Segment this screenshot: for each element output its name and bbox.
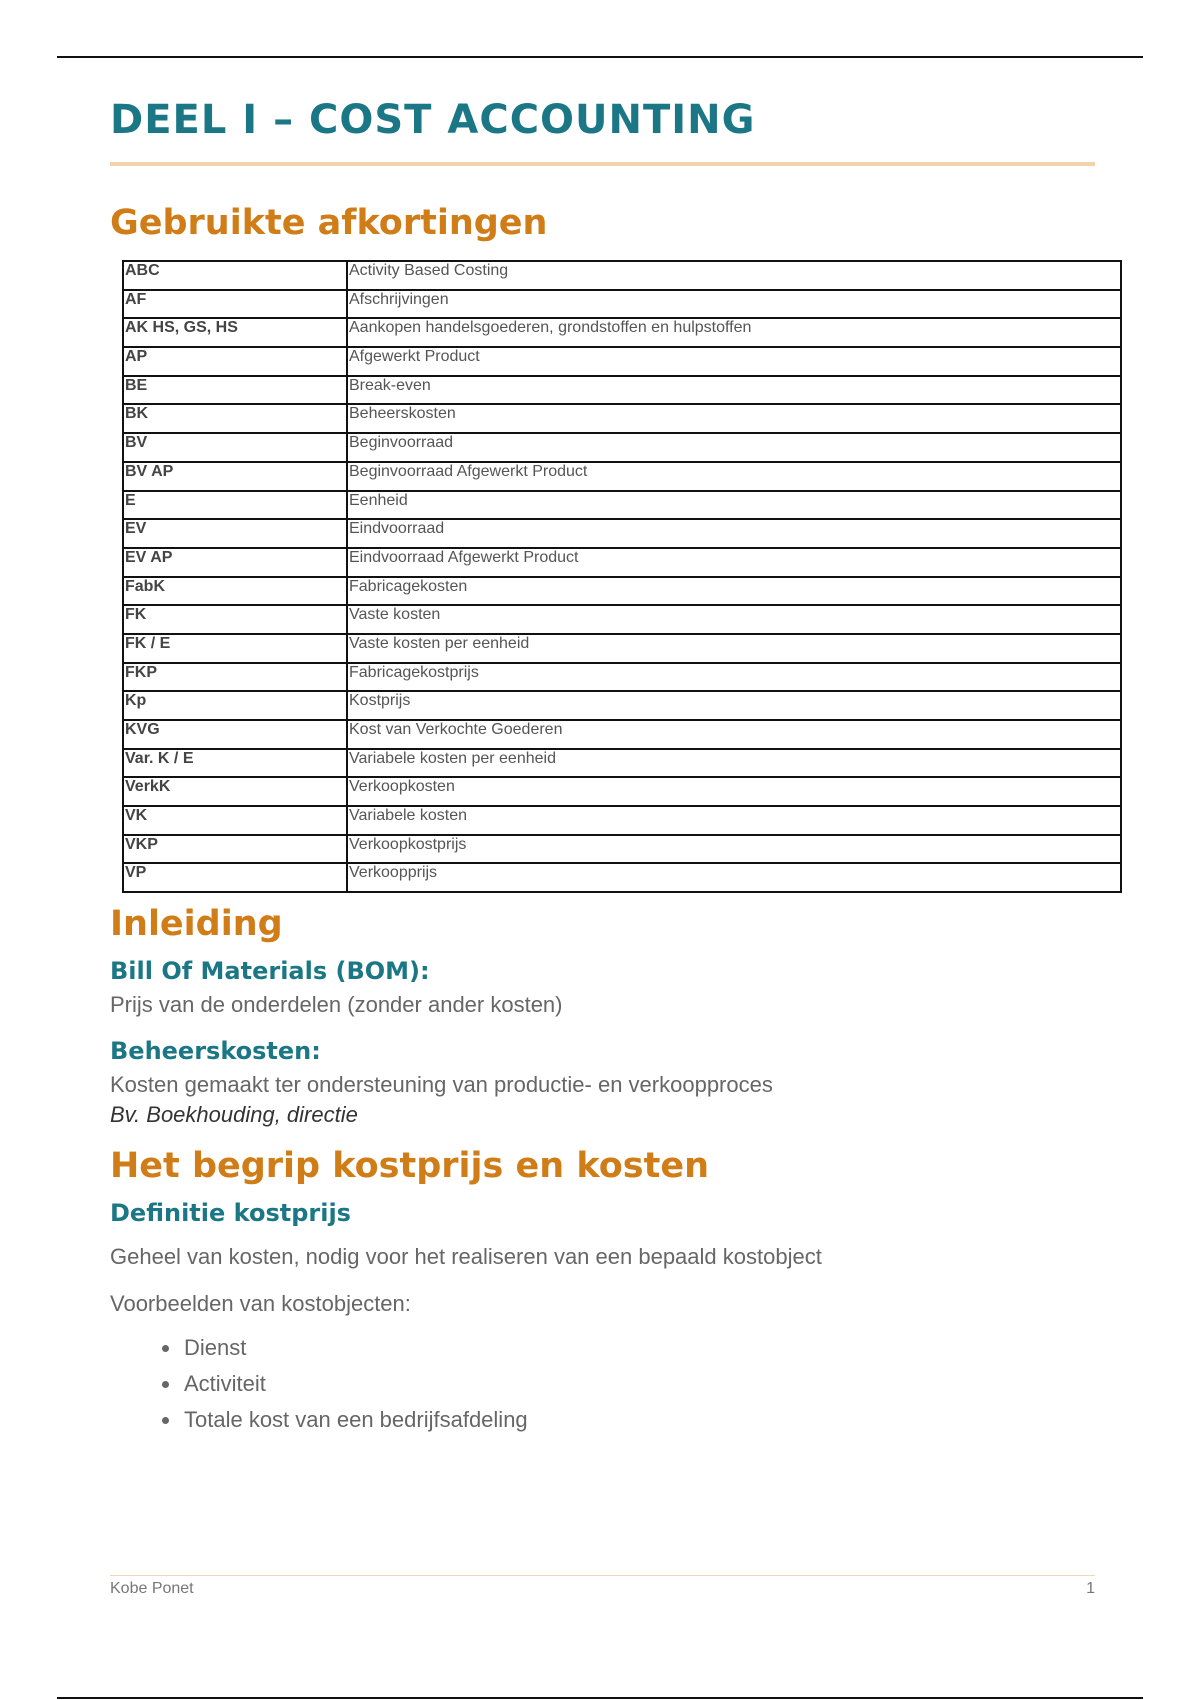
definitie-text: Geheel van kosten, nodig voor het realiseren van een bepaald kostobject — [110, 1243, 822, 1269]
table-row — [123, 347, 1121, 376]
abbreviation-cell: Var. K / E — [123, 749, 347, 778]
meaning-cell: Aankopen handelsgoederen, grondstoffen en hulpstoffen — [347, 318, 1121, 347]
meaning-cell: Variabele kosten — [347, 806, 1121, 835]
abbreviation-cell: BV — [123, 433, 347, 462]
table-row — [123, 491, 1121, 520]
meaning-cell: Beheerskosten — [347, 404, 1121, 433]
table-row — [123, 691, 1121, 720]
table-row — [123, 663, 1121, 692]
bom-text: Prijs van de onderdelen (zonder ander kosten) — [110, 991, 563, 1017]
definitie-kostprijs-heading: Definitie kostprijs — [110, 1199, 351, 1228]
meaning-cell: Verkoopprijs — [347, 863, 1121, 892]
table-row — [123, 433, 1121, 462]
intro-heading: Inleiding — [110, 904, 283, 945]
examples-list — [110, 1330, 1095, 1438]
table-row — [123, 290, 1121, 319]
abbreviation-cell: AK HS, GS, HS — [123, 318, 347, 347]
table-row — [123, 519, 1121, 548]
meaning-cell: Kost van Verkochte Goederen — [347, 720, 1121, 749]
abbreviation-cell: VKP — [123, 835, 347, 864]
table-row — [123, 605, 1121, 634]
meaning-cell: Eindvoorraad — [347, 519, 1121, 548]
abbreviation-cell: FKP — [123, 663, 347, 692]
abbreviation-cell: BV AP — [123, 462, 347, 491]
abbreviation-cell: FK — [123, 605, 347, 634]
abbreviation-cell: Kp — [123, 691, 347, 720]
title-underline — [110, 162, 1095, 166]
abbreviation-cell: EV AP — [123, 548, 347, 577]
abbreviation-cell: FabK — [123, 577, 347, 606]
meaning-cell: Fabricagekostprijs — [347, 663, 1121, 692]
meaning-cell: Eindvoorraad Afgewerkt Product — [347, 548, 1121, 577]
list-item: • Dienst — [182, 1330, 1095, 1366]
footer-author: Kobe Ponet — [110, 1580, 194, 1597]
meaning-cell: Eenheid — [347, 491, 1121, 520]
meaning-cell: Verkoopkosten — [347, 777, 1121, 806]
abbreviation-cell: AF — [123, 290, 347, 319]
table-row — [123, 462, 1121, 491]
table-row — [123, 376, 1121, 405]
meaning-cell: Afschrijvingen — [347, 290, 1121, 319]
table-row — [123, 749, 1121, 778]
table-row — [123, 404, 1121, 433]
examples-intro: Voorbeelden van kostobjecten: — [110, 1290, 411, 1316]
abbreviation-cell: BK — [123, 404, 347, 433]
table-row — [123, 863, 1121, 892]
meaning-cell: Afgewerkt Product — [347, 347, 1121, 376]
abbreviation-cell: E — [123, 491, 347, 520]
table-row — [123, 577, 1121, 606]
abbreviation-cell: EV — [123, 519, 347, 548]
beheerskosten-example: Bv. Boekhouding, directie — [110, 1102, 358, 1128]
meaning-cell: Beginvoorraad — [347, 433, 1121, 462]
abbreviation-cell: AP — [123, 347, 347, 376]
abbreviations-heading: Gebruikte afkortingen — [110, 203, 548, 243]
table-row — [123, 261, 1121, 290]
document-title: DEEL I – COST ACCOUNTING — [110, 97, 756, 143]
abbreviation-cell: FK / E — [123, 634, 347, 663]
abbreviations-table — [122, 260, 1122, 893]
table-row — [123, 835, 1121, 864]
meaning-cell: Variabele kosten per eenheid — [347, 749, 1121, 778]
meaning-cell: Verkoopkostprijs — [347, 835, 1121, 864]
bottom-border-line — [57, 1697, 1143, 1699]
meaning-cell: Vaste kosten — [347, 605, 1121, 634]
abbreviation-cell: KVG — [123, 720, 347, 749]
meaning-cell: Activity Based Costing — [347, 261, 1121, 290]
table-row — [123, 720, 1121, 749]
section-kostprijs-heading: Het begrip kostprijs en kosten — [110, 1146, 709, 1187]
meaning-cell: Kostprijs — [347, 691, 1121, 720]
list-item: • Activiteit — [182, 1366, 1095, 1402]
abbreviation-cell: VK — [123, 806, 347, 835]
beheerskosten-text: Kosten gemaakt ter ondersteuning van productie- en verkoopproces — [110, 1071, 773, 1097]
abbreviation-cell: BE — [123, 376, 347, 405]
page-footer — [110, 1575, 1095, 1598]
abbreviation-cell: ABC — [123, 261, 347, 290]
list-item: • Totale kost van een bedrijfsafdeling — [182, 1402, 1095, 1438]
document-page — [110, 96, 1095, 1438]
table-row — [123, 318, 1121, 347]
table-row — [123, 777, 1121, 806]
meaning-cell: Break-even — [347, 376, 1121, 405]
meaning-cell: Fabricagekosten — [347, 577, 1121, 606]
abbreviation-cell: VerkK — [123, 777, 347, 806]
beheerskosten-heading: Beheerskosten: — [110, 1036, 321, 1065]
abbreviation-cell: VP — [123, 863, 347, 892]
bom-heading: Bill Of Materials (BOM): — [110, 957, 430, 986]
meaning-cell: Vaste kosten per eenheid — [347, 634, 1121, 663]
table-row — [123, 634, 1121, 663]
table-row — [123, 548, 1121, 577]
top-border-line — [57, 56, 1143, 58]
table-row — [123, 806, 1121, 835]
meaning-cell: Beginvoorraad Afgewerkt Product — [347, 462, 1121, 491]
footer-page-number: 1 — [1086, 1580, 1095, 1597]
